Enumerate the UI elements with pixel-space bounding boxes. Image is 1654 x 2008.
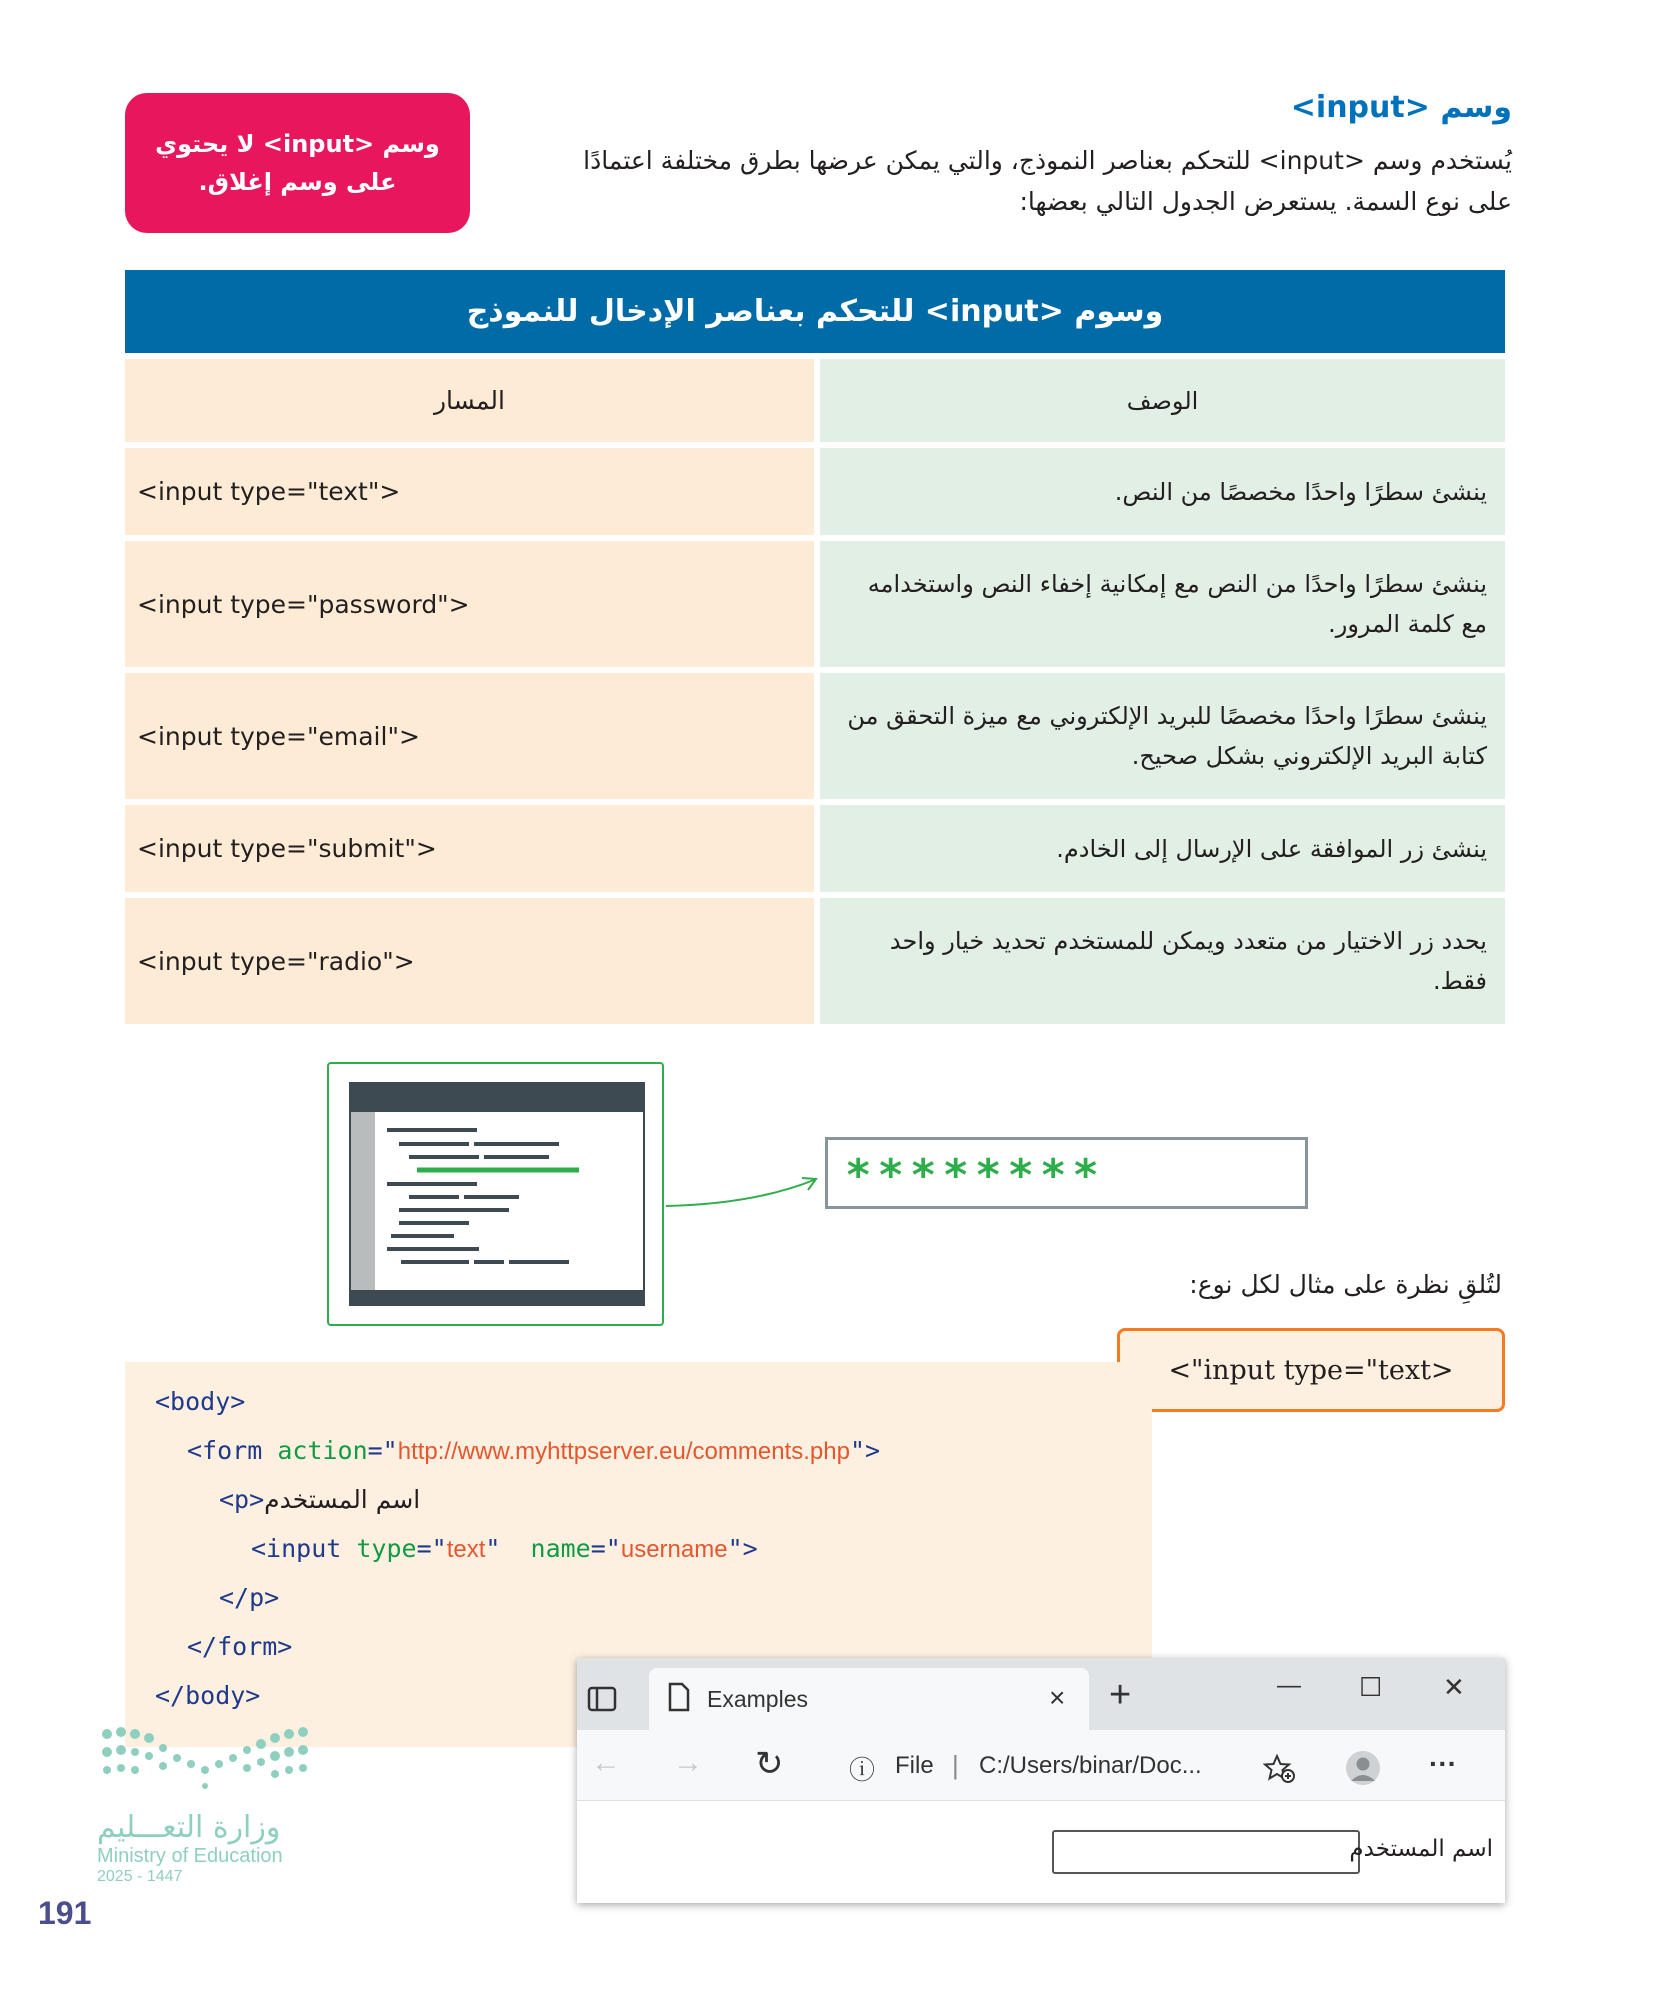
- close-window-icon[interactable]: ✕: [1443, 1672, 1465, 1702]
- close-tab-icon[interactable]: ×: [1049, 1682, 1066, 1713]
- address-separator: |: [952, 1750, 959, 1780]
- header-desc: الوصف: [820, 359, 1505, 442]
- code-tag: <form: [187, 1436, 278, 1465]
- code-url: http://www.myhttpserver.eu/comments.php: [397, 1438, 850, 1465]
- row-path: <input type="text">: [125, 448, 814, 535]
- row-desc: ينشئ سطرًا واحدًا مخصصًا للبريد الإلكتروني مع ميزة التحقق من كتابة البريد الإلكتروني بشكل صحيح.: [820, 673, 1505, 799]
- more-menu-icon[interactable]: ···: [1429, 1748, 1457, 1779]
- intro-line-1: يُستخدم وسم <input> للتحكم بعناصر النموذج، والتي يمكن عرضها بطرق مختلفة اعتمادًا: [583, 146, 1512, 175]
- reload-icon[interactable]: ↻: [755, 1745, 784, 1783]
- file-label: File: [895, 1752, 934, 1779]
- code-p-close: </p>: [219, 1583, 280, 1612]
- password-mask: ********: [845, 1150, 1105, 1201]
- page-icon: [667, 1682, 691, 1712]
- note-callout: [125, 93, 470, 233]
- favorite-add-icon[interactable]: [1263, 1754, 1297, 1784]
- code-p-line: [219, 1485, 420, 1514]
- sidebar-toggle-icon[interactable]: [587, 1686, 617, 1712]
- minimize-icon[interactable]: —: [1277, 1672, 1301, 1699]
- maximize-icon[interactable]: ☐: [1359, 1672, 1383, 1702]
- code-editor-icon: [329, 1064, 662, 1324]
- table-title: وسوم <input> للتحكم بعناصر الإدخال للنموذج: [125, 270, 1505, 353]
- row-desc: ينشئ سطرًا واحدًا مخصصًا من النص.: [820, 448, 1505, 535]
- intro-paragraph: [562, 140, 1512, 222]
- ministry-logo: [97, 1720, 317, 1886]
- table-row: [125, 898, 1505, 1024]
- header-path: المسار: [125, 359, 814, 442]
- ministry-name-ar: وزارة التعـــليم: [97, 1810, 281, 1845]
- row-desc: ينشئ سطرًا واحدًا من النص مع إمكانية إخفاء النص واستخدامه مع كلمة المرور.: [820, 541, 1505, 667]
- note-line-1: وسم <input> لا يحتوي: [155, 130, 440, 158]
- intro-line-2: على نوع السمة. يستعرض الجدول التالي بعضها:: [1019, 187, 1512, 216]
- page-number: 191: [38, 1895, 92, 1931]
- code-input-line: <input type="text" name="username">: [251, 1534, 758, 1563]
- code-body-close: </body>: [155, 1681, 261, 1710]
- table-row: [125, 448, 1505, 535]
- username-input[interactable]: [1052, 1830, 1360, 1874]
- table-row: [125, 805, 1505, 892]
- code-form-close: </form>: [187, 1632, 293, 1661]
- address-input[interactable]: C:/Users/binar/Doc...: [979, 1752, 1202, 1779]
- code-close: ">: [849, 1436, 881, 1465]
- ministry-year: 2025 - 1447: [97, 1868, 183, 1885]
- code-attr: type: [356, 1534, 417, 1563]
- code-editor-illustration: [327, 1062, 664, 1326]
- code-tag: <input: [251, 1534, 357, 1563]
- ministry-dots-icon: [97, 1720, 317, 1800]
- info-icon[interactable]: ⓘ: [849, 1755, 876, 1785]
- code-attr: action: [277, 1436, 368, 1465]
- new-tab-icon[interactable]: +: [1109, 1674, 1132, 1716]
- back-icon[interactable]: ←: [591, 1746, 621, 1779]
- row-path: <input type="radio">: [125, 898, 814, 1024]
- row-desc: ينشئ زر الموافقة على الإرسال إلى الخادم.: [820, 805, 1505, 892]
- profile-avatar-icon[interactable]: [1345, 1750, 1381, 1786]
- code-tag: <p>: [219, 1485, 265, 1514]
- tab-title: Examples: [707, 1686, 808, 1712]
- example-tag-label: <"input type="text>: [1117, 1328, 1505, 1412]
- code-form-line: [187, 1436, 880, 1466]
- arrow-icon: [664, 1170, 829, 1210]
- input-tags-table: [125, 270, 1505, 1024]
- table-row: [125, 541, 1505, 667]
- code-text: اسم المستخدم: [264, 1485, 421, 1514]
- code-value: text: [446, 1536, 486, 1563]
- code-value: username: [620, 1536, 728, 1563]
- row-desc: يحدد زر الاختيار من متعدد ويمكن للمستخدم تحديد خيار واحد فقط.: [820, 898, 1505, 1024]
- username-label: اسم المستخدم: [1349, 1836, 1493, 1862]
- forward-icon[interactable]: →: [673, 1746, 703, 1779]
- code-body-open: <body>: [155, 1387, 246, 1416]
- table-header-row: [125, 359, 1505, 442]
- ministry-name-en: Ministry of Education: [97, 1845, 283, 1867]
- example-lead: لتُلقِ نظرة على مثال لكل نوع:: [1189, 1270, 1502, 1299]
- row-path: <input type="email">: [125, 673, 814, 799]
- code-eq: =": [367, 1436, 398, 1465]
- row-path: <input type="submit">: [125, 805, 814, 892]
- table-row: [125, 673, 1505, 799]
- browser-window: [577, 1658, 1505, 1903]
- section-heading: وسم <input>: [1290, 90, 1512, 125]
- code-attr: name: [530, 1534, 591, 1563]
- note-line-2: على وسم إغلاق.: [198, 168, 397, 196]
- row-path: <input type="password">: [125, 541, 814, 667]
